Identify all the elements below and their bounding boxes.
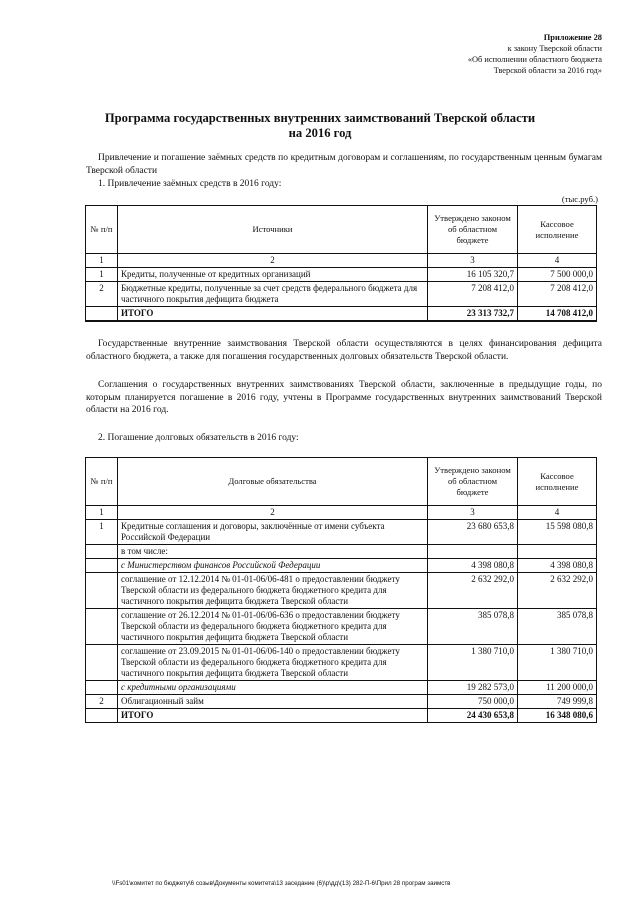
- row-num: 2: [86, 282, 118, 307]
- row-name: с Министерством финансов Российской Федерации: [118, 559, 428, 573]
- row-executed: [518, 545, 597, 559]
- row-num: [86, 573, 118, 609]
- table-row: [86, 268, 597, 282]
- row-name: соглашение от 26.12.2014 № 01-01-06/06-636 о предоставлении бюджету Тверской области из федерального бюджета бюджетного кредита для частичного покрытия дефицита бюджета Тверской области: [118, 609, 428, 645]
- row-num: [86, 559, 118, 573]
- appendix-law-title: «Об исполнении областного бюджета: [467, 55, 602, 64]
- table-row: [86, 573, 597, 609]
- file-path-footer: \\Fs01\комитет по бюджету\6 созыв\Документы комитета\13 заседание (6)\р\дд\(13) 282-П-6\Прил 28 програм заимств: [112, 880, 451, 887]
- col-number: 2: [118, 506, 428, 520]
- header-obligation: Долговые обязательства: [118, 458, 428, 506]
- total-empty: [86, 709, 118, 723]
- header-executed: Кассовое исполнение: [518, 458, 597, 506]
- col-number: 2: [118, 254, 428, 268]
- total-approved: 24 430 653,8: [428, 709, 518, 723]
- row-name: соглашение от 12.12.2014 № 01-01-06/06-481 о предоставлении бюджету Тверской области из федерального бюджета бюджетного кредита для частичного покрытия дефицита бюджета Тверской области: [118, 573, 428, 609]
- appendix-law-year: Тверской области за 2016 год»: [493, 66, 602, 75]
- header-source: Источники: [118, 206, 428, 254]
- row-executed: 4 398 080,8: [518, 559, 597, 573]
- row-approved: 1 380 710,0: [428, 645, 518, 681]
- col-number: 1: [86, 254, 118, 268]
- table-row: [86, 645, 597, 681]
- col-number: 1: [86, 506, 118, 520]
- table-row: [86, 681, 597, 695]
- row-num: 1: [86, 520, 118, 545]
- table1-header: [86, 206, 597, 254]
- table-row: [86, 559, 597, 573]
- table1-total-row: [86, 307, 597, 322]
- row-name: Кредиты, полученные от кредитных организаций: [118, 268, 428, 282]
- row-name: в том числе:: [118, 545, 428, 559]
- table-row: [86, 282, 597, 307]
- table-row: [86, 695, 597, 709]
- appendix-header: [342, 32, 602, 76]
- appendix-number: Приложение 28: [543, 33, 602, 42]
- total-label: ИТОГО: [118, 709, 428, 723]
- row-num: 2: [86, 695, 118, 709]
- col-number: 4: [518, 506, 597, 520]
- row-approved: 7 208 412,0: [428, 282, 518, 307]
- row-approved: 23 680 653,8: [428, 520, 518, 545]
- header-approved: Утверждено законом об областном бюджете: [428, 206, 518, 254]
- row-name: с кредитными организациями: [118, 681, 428, 695]
- table-row: [86, 545, 597, 559]
- section2-title: 2. Погашение долговых обязательств в 2016 году:: [98, 433, 299, 443]
- row-approved: [428, 545, 518, 559]
- row-name: Бюджетные кредиты, полученные за счет средств федерального бюджета для частичного покрытия дефицита бюджета: [118, 282, 428, 307]
- row-executed: 1 380 710,0: [518, 645, 597, 681]
- col-number: 3: [428, 254, 518, 268]
- title-line-2: на 2016 год: [288, 126, 352, 140]
- col-number: 3: [428, 506, 518, 520]
- total-executed: 14 708 412,0: [518, 307, 597, 322]
- col-number: 4: [518, 254, 597, 268]
- table2-total-row: [86, 709, 597, 723]
- total-label: ИТОГО: [118, 307, 428, 322]
- row-approved: 19 282 573,0: [428, 681, 518, 695]
- intro-paragraph: Привлечение и погашение заёмных средств по кредитным договорам и соглашениям, по государственным ценным бумагам Тверской области: [86, 153, 602, 176]
- row-num: [86, 681, 118, 695]
- unit-label: (тыс.руб.): [561, 194, 598, 204]
- row-num: [86, 609, 118, 645]
- total-empty: [86, 307, 118, 322]
- row-approved: 750 000,0: [428, 695, 518, 709]
- total-executed: 16 348 080,6: [518, 709, 597, 723]
- repayment-table: [85, 457, 597, 723]
- row-executed: 7 500 000,0: [518, 268, 597, 282]
- paragraph-1: Государственные внутренние заимствования Тверской области осуществляются в целях финансирования дефицита областного бюджета, а также для погашения государственных долговых обязательств Тверской области.: [86, 339, 602, 362]
- table1-col-numbers: [86, 254, 597, 268]
- row-approved: 2 632 292,0: [428, 573, 518, 609]
- table-row: [86, 520, 597, 545]
- header-executed: Кассовое исполнение: [518, 206, 597, 254]
- row-executed: 2 632 292,0: [518, 573, 597, 609]
- row-num: [86, 645, 118, 681]
- page-title: [0, 111, 640, 141]
- header-num: № п/п: [86, 458, 118, 506]
- row-name: Кредитные соглашения и договоры, заключённые от имени субъекта Российской Федерации: [118, 520, 428, 545]
- table2-col-numbers: [86, 506, 597, 520]
- row-approved: 16 105 320,7: [428, 268, 518, 282]
- row-approved: 385 078,8: [428, 609, 518, 645]
- row-executed: 385 078,8: [518, 609, 597, 645]
- row-executed: 749 999,8: [518, 695, 597, 709]
- row-executed: 11 200 000,0: [518, 681, 597, 695]
- row-executed: 7 208 412,0: [518, 282, 597, 307]
- row-name: Облигационный займ: [118, 695, 428, 709]
- row-num: [86, 545, 118, 559]
- table2-header: [86, 458, 597, 506]
- row-name: соглашение от 23.09.2015 № 01-01-06/06-140 о предоставлении бюджету Тверской области из федерального бюджета бюджетного кредита для частичного покрытия дефицита бюджета Тверской области: [118, 645, 428, 681]
- title-line-1: Программа государственных внутренних заимствований Тверской области: [104, 111, 536, 125]
- appendix-law: к закону Тверской области: [507, 44, 602, 53]
- section1-title: 1. Привлечение заёмных средств в 2016 году:: [98, 179, 282, 189]
- header-num: № п/п: [86, 206, 118, 254]
- total-approved: 23 313 732,7: [428, 307, 518, 322]
- paragraph-2: Соглашения о государственных внутренних заимствованиях Тверской области, заключенные в предыдущие годы, по которым планируется погашение в 2016 году, учтены в Программе государственных внутренних заимствований Тверской области на 2016 год.: [86, 380, 602, 415]
- row-num: 1: [86, 268, 118, 282]
- table-row: [86, 609, 597, 645]
- borrowing-table: [85, 205, 597, 322]
- header-approved: Утверждено законом об областном бюджете: [428, 458, 518, 506]
- row-executed: 15 598 080,8: [518, 520, 597, 545]
- row-approved: 4 398 080,8: [428, 559, 518, 573]
